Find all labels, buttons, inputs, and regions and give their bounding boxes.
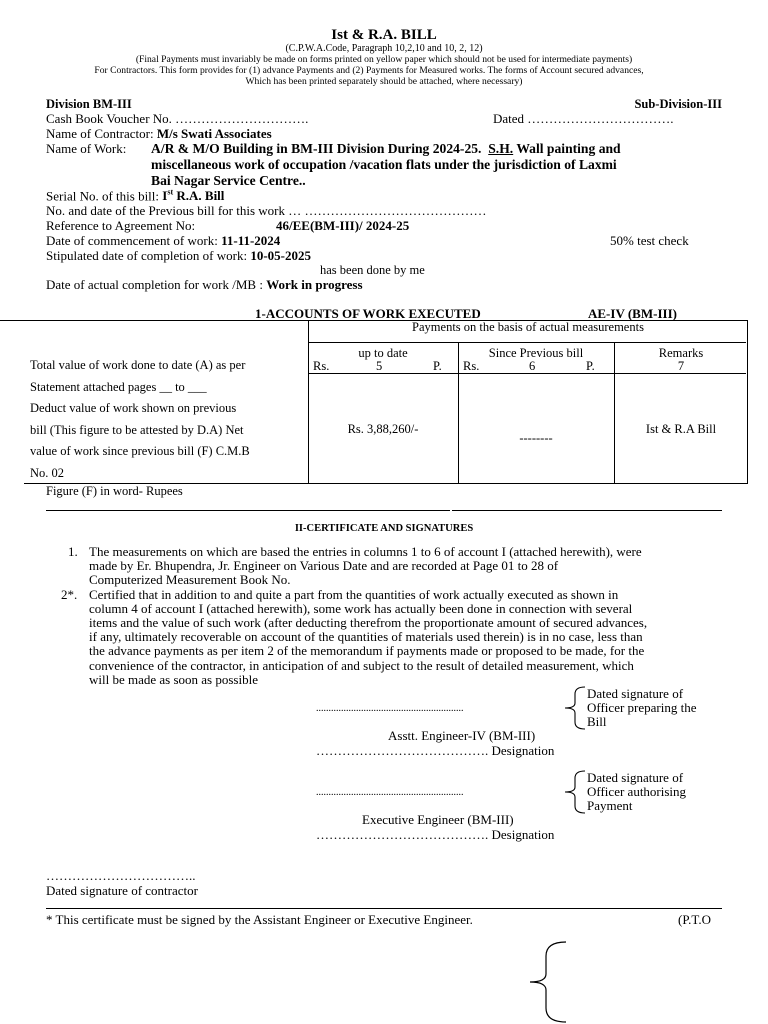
figure-words-line-2 bbox=[452, 510, 722, 511]
work-line-1 bbox=[151, 141, 738, 157]
serial-value: Ist R.A. Bill bbox=[162, 188, 225, 204]
certificate-heading: II-CERTIFICATE AND SIGNATURES bbox=[294, 523, 474, 534]
actual-completion-label: Date of actual completion for work /MB : bbox=[46, 277, 263, 292]
col-since-prev-rs: Rs. bbox=[463, 359, 480, 373]
work-line-2: miscellaneous work of occupation /vacation flats under the jurisdiction of Laxmi bbox=[151, 157, 617, 172]
col-uptodate-p: P. bbox=[433, 359, 442, 373]
cash-book-voucher: Cash Book Voucher No. …………………………. bbox=[46, 111, 309, 126]
pto-label: (P.T.O bbox=[678, 912, 711, 927]
designation-2: …………………………………. Designation bbox=[316, 827, 555, 842]
designation-1: …………………………………. Designation bbox=[316, 743, 555, 758]
serial-row bbox=[46, 188, 224, 204]
signature-2-caption: Dated signature of Officer authorising Payment bbox=[587, 770, 687, 813]
work-value-description: Total value of work done to date (A) as per Statement attached pages __ to ___ Deduct value of work shown on previous bill (This figure to be attested by D.A) Net value of work since previous bill (F) C.M.B No. 02 bbox=[30, 358, 250, 480]
footnote: * This certificate must be signed by the Assistant Engineer or Executive Engineer. bbox=[46, 912, 473, 927]
contractor-row bbox=[46, 126, 272, 142]
col-uptodate-header: up to date bbox=[358, 346, 408, 360]
serial-label: Serial No. of this bill: bbox=[46, 188, 160, 204]
header-note-2: For Contractors. This form provides for (1) advance Payments and (2) Payments for Measured works. The forms of Account secured advances, bbox=[94, 65, 644, 76]
agreement-value: 46/EE(BM-III)/ 2024-25 bbox=[276, 218, 410, 233]
division-label: Division BM-III bbox=[46, 97, 132, 111]
brace-2-icon bbox=[563, 770, 587, 814]
figure-in-words: Figure (F) in word- Rupees bbox=[46, 484, 183, 498]
certificate-list bbox=[62, 545, 738, 687]
contractor-signature-line: …………………………….. bbox=[46, 868, 196, 883]
agreement-label: Reference to Agreement No: bbox=[46, 218, 196, 233]
value-uptodate: Rs. 3,88,260/- bbox=[347, 422, 419, 436]
sub-division-label: Sub-Division-III bbox=[634, 97, 722, 111]
work-label: Name of Work: bbox=[46, 141, 127, 156]
value-since-prev: -------- bbox=[519, 431, 553, 445]
bill-title: Ist & R.A. BILL bbox=[331, 27, 437, 43]
contractor-name: M/s Swati Associates bbox=[156, 126, 272, 141]
value-remarks: Ist & R.A Bill bbox=[645, 422, 717, 436]
done-by-me: has been done by me bbox=[320, 263, 425, 277]
col-remarks-header: Remarks bbox=[658, 346, 704, 360]
payments-basis-header: Payments on the basis of actual measurements bbox=[412, 320, 644, 334]
stipulated-row bbox=[46, 248, 311, 264]
certificate-item-2: 2*. Certified that in addition to and quite a part from the quantities of work actually executed as shown in column 4 of account I (attached herewith), some work has actually been done in connection with several items and the value of such work (after deducting therefrom the proportionate amount of secured advances, if any, ultimately recoverable on account of the quantities of materials used therein) is in no case, less than the advance payments as per item 2 of the memorandum if payments made or proposed to be made, for the convenience of the contractor, in anticipation of and subject to the result of detailed measurement, which will be made as soon as possible bbox=[61, 586, 648, 687]
actual-completion-value: Work in progress bbox=[266, 277, 363, 292]
stipulated-value: 10-05-2025 bbox=[250, 248, 312, 263]
col-since-prev-header: Since Previous bill bbox=[488, 346, 584, 360]
stipulated-label: Stipulated date of completion of work: bbox=[46, 248, 248, 263]
work-sh-abbrev: S.H. bbox=[488, 141, 514, 156]
previous-bill: No. and date of the Previous bill for this work … …………………………………… bbox=[46, 203, 487, 218]
test-check: 50% test check bbox=[610, 233, 689, 248]
commencement-label: Date of commencement of work: bbox=[46, 233, 218, 248]
accounts-heading-right: AE-IV (BM-III) bbox=[588, 306, 677, 321]
commencement-value: 11-11-2024 bbox=[221, 233, 281, 248]
header-note-3: Which has been printed separately should be attached, where necessary) bbox=[245, 76, 523, 87]
accounts-heading: 1-ACCOUNTS OF WORK EXECUTED bbox=[255, 306, 481, 321]
header-note-1: (Final Payments must invariably be made on forms printed on yellow paper which should not be used for intermediate payments) bbox=[135, 54, 633, 65]
col-uptodate-rs: Rs. bbox=[313, 359, 330, 373]
actual-completion-row bbox=[46, 277, 363, 293]
code-reference: (C.P.W.A.Code, Paragraph 10,2,10 and 10, 2, 12) bbox=[285, 43, 483, 54]
col-since-prev-p: P. bbox=[586, 359, 595, 373]
certificate-item-1: 1. The measurements on which are based the entries in columns 1 to 6 of account I (attached herewith), were made by Er. Bhupendra, Jr. Engineer on Various Date and are recorded at Page 01 to 28 of Computerized Measurement Book No. bbox=[68, 544, 642, 588]
signature-line-2: ........................................................... bbox=[316, 787, 464, 798]
work-title-part-b: Wall painting and bbox=[516, 141, 621, 156]
signature-1-caption: Dated signature of Officer preparing the Bill bbox=[587, 686, 697, 729]
signature-1-title: Asstt. Engineer-IV (BM-III) bbox=[388, 728, 536, 743]
figure-words-line-1 bbox=[46, 510, 450, 511]
work-line-3: Bai Nagar Service Centre.. bbox=[151, 173, 306, 188]
signature-line-1: ........................................................... bbox=[316, 703, 464, 714]
dated-field: Dated ……………………………. bbox=[493, 111, 674, 126]
brace-1-icon bbox=[563, 686, 587, 730]
signature-2-title: Executive Engineer (BM-III) bbox=[362, 812, 514, 827]
col-since-prev-num: 6 bbox=[529, 359, 536, 373]
work-title-part-a: A/R & M/O Building in BM-III Division During 2024-25. bbox=[151, 141, 482, 156]
commencement-row bbox=[46, 233, 280, 249]
contractor-label: Name of Contractor: bbox=[46, 126, 154, 141]
contractor-signature-label: Dated signature of contractor bbox=[46, 883, 198, 898]
large-brace-icon bbox=[526, 940, 570, 1024]
col-remarks-num: 7 bbox=[677, 359, 685, 373]
footnote-divider bbox=[46, 908, 722, 909]
col-uptodate-num: 5 bbox=[376, 359, 383, 373]
